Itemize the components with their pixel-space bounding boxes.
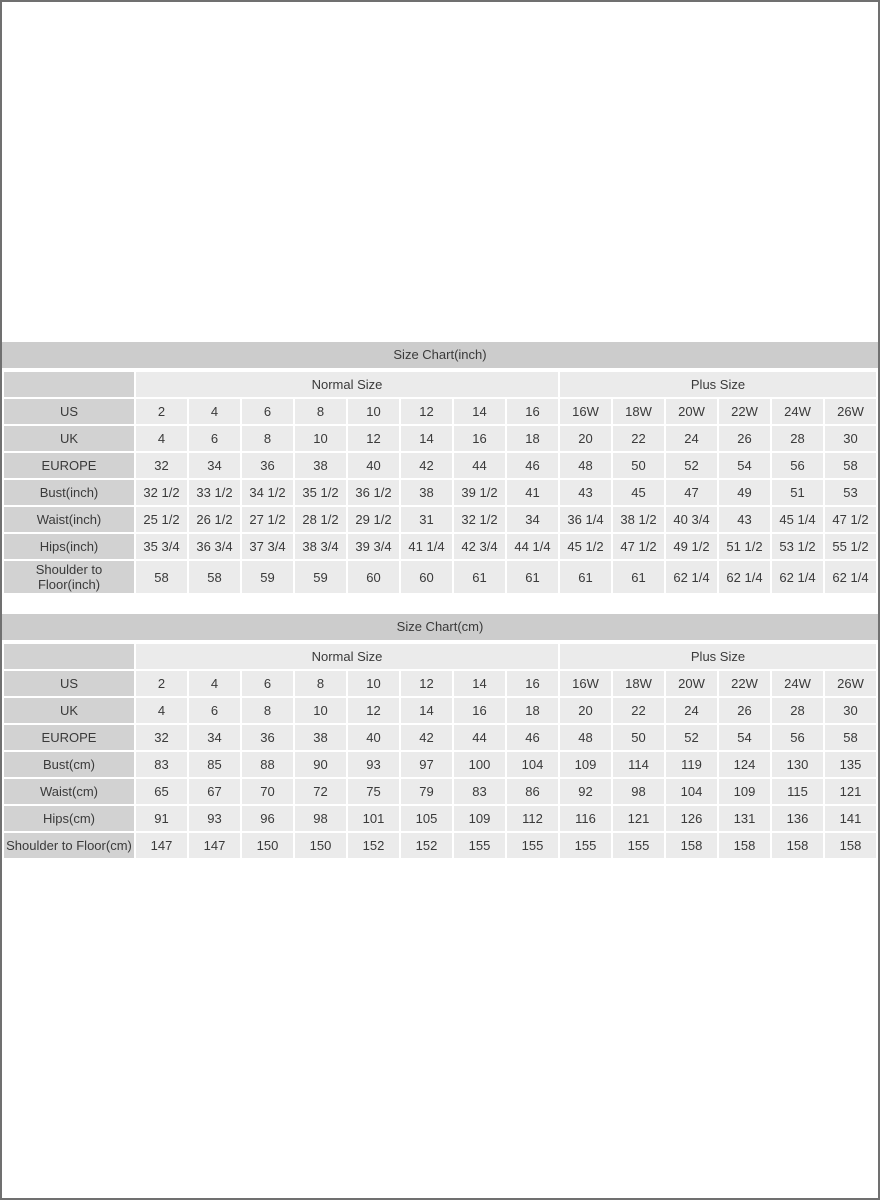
size-value-cell: 32 1/2 xyxy=(454,507,505,532)
size-value-cell: 34 1/2 xyxy=(242,480,293,505)
size-value-cell: 83 xyxy=(454,779,505,804)
size-value-cell: 18W xyxy=(613,671,664,696)
size-value-cell: 104 xyxy=(507,752,558,777)
size-value-cell: 16W xyxy=(560,399,611,424)
size-value-cell: 92 xyxy=(560,779,611,804)
size-value-cell: 22W xyxy=(719,671,770,696)
size-value-cell: 61 xyxy=(560,561,611,593)
size-value-cell: 37 3/4 xyxy=(242,534,293,559)
size-value-cell: 98 xyxy=(295,806,346,831)
size-value-cell: 18W xyxy=(613,399,664,424)
size-value-cell: 34 xyxy=(507,507,558,532)
table-row-uk xyxy=(4,426,876,451)
size-value-cell: 48 xyxy=(560,725,611,750)
size-value-cell: 141 xyxy=(825,806,876,831)
row-label-shoulder-to-floor-inch: Shoulder to Floor(inch) xyxy=(4,561,134,593)
group-header-plus-size: Plus Size xyxy=(560,644,876,669)
size-value-cell: 147 xyxy=(189,833,240,858)
size-value-cell: 22 xyxy=(613,698,664,723)
size-value-cell: 61 xyxy=(507,561,558,593)
size-value-cell: 20W xyxy=(666,399,717,424)
size-value-cell: 45 1/4 xyxy=(772,507,823,532)
group-header-row xyxy=(4,372,876,397)
size-value-cell: 135 xyxy=(825,752,876,777)
size-value-cell: 121 xyxy=(825,779,876,804)
group-header-row xyxy=(4,644,876,669)
size-value-cell: 4 xyxy=(136,426,187,451)
size-value-cell: 6 xyxy=(242,399,293,424)
size-value-cell: 38 xyxy=(295,453,346,478)
size-value-cell: 150 xyxy=(242,833,293,858)
row-label-europe: EUROPE xyxy=(4,453,134,478)
size-value-cell: 32 xyxy=(136,453,187,478)
size-value-cell: 46 xyxy=(507,453,558,478)
size-value-cell: 42 3/4 xyxy=(454,534,505,559)
size-value-cell: 24W xyxy=(772,671,823,696)
row-label-waist-inch: Waist(inch) xyxy=(4,507,134,532)
size-value-cell: 25 1/2 xyxy=(136,507,187,532)
size-value-cell: 105 xyxy=(401,806,452,831)
size-value-cell: 8 xyxy=(295,399,346,424)
size-value-cell: 152 xyxy=(401,833,452,858)
size-value-cell: 18 xyxy=(507,426,558,451)
size-value-cell: 50 xyxy=(613,453,664,478)
size-value-cell: 10 xyxy=(348,399,399,424)
row-label-hips-cm: Hips(cm) xyxy=(4,806,134,831)
size-value-cell: 155 xyxy=(613,833,664,858)
size-value-cell: 79 xyxy=(401,779,452,804)
size-chart-inch-title: Size Chart(inch) xyxy=(2,342,878,368)
size-value-cell: 28 xyxy=(772,426,823,451)
size-chart-cm-title: Size Chart(cm) xyxy=(2,614,878,640)
size-value-cell: 36 1/2 xyxy=(348,480,399,505)
size-value-cell: 158 xyxy=(825,833,876,858)
size-value-cell: 30 xyxy=(825,426,876,451)
size-value-cell: 6 xyxy=(189,698,240,723)
size-value-cell: 16W xyxy=(560,671,611,696)
size-value-cell: 20 xyxy=(560,426,611,451)
size-value-cell: 42 xyxy=(401,725,452,750)
row-label-us: US xyxy=(4,671,134,696)
size-value-cell: 158 xyxy=(666,833,717,858)
size-value-cell: 24 xyxy=(666,426,717,451)
table-row-us xyxy=(4,399,876,424)
size-value-cell: 42 xyxy=(401,453,452,478)
size-value-cell: 26 xyxy=(719,698,770,723)
size-value-cell: 36 xyxy=(242,453,293,478)
size-value-cell: 86 xyxy=(507,779,558,804)
size-value-cell: 29 1/2 xyxy=(348,507,399,532)
size-value-cell: 51 xyxy=(772,480,823,505)
table-row-shoulder-to-floor-cm xyxy=(4,833,876,858)
table-row-europe xyxy=(4,725,876,750)
size-value-cell: 98 xyxy=(613,779,664,804)
size-value-cell: 4 xyxy=(136,698,187,723)
size-value-cell: 50 xyxy=(613,725,664,750)
size-value-cell: 10 xyxy=(348,671,399,696)
size-value-cell: 114 xyxy=(613,752,664,777)
table-row-bust-inch xyxy=(4,480,876,505)
size-value-cell: 26W xyxy=(825,671,876,696)
size-value-cell: 93 xyxy=(189,806,240,831)
size-value-cell: 6 xyxy=(242,671,293,696)
size-value-cell: 43 xyxy=(719,507,770,532)
size-value-cell: 52 xyxy=(666,725,717,750)
group-header-normal-size: Normal Size xyxy=(136,372,558,397)
size-value-cell: 104 xyxy=(666,779,717,804)
size-value-cell: 40 3/4 xyxy=(666,507,717,532)
size-value-cell: 40 xyxy=(348,453,399,478)
size-value-cell: 47 1/2 xyxy=(825,507,876,532)
size-value-cell: 53 1/2 xyxy=(772,534,823,559)
size-value-cell: 116 xyxy=(560,806,611,831)
size-value-cell: 38 1/2 xyxy=(613,507,664,532)
size-value-cell: 35 1/2 xyxy=(295,480,346,505)
table-row-hips-inch xyxy=(4,534,876,559)
size-value-cell: 44 1/4 xyxy=(507,534,558,559)
size-value-cell: 56 xyxy=(772,453,823,478)
size-value-cell: 20 xyxy=(560,698,611,723)
size-value-cell: 75 xyxy=(348,779,399,804)
size-value-cell: 100 xyxy=(454,752,505,777)
size-value-cell: 60 xyxy=(348,561,399,593)
row-label-bust-inch: Bust(inch) xyxy=(4,480,134,505)
size-value-cell: 155 xyxy=(454,833,505,858)
size-value-cell: 38 3/4 xyxy=(295,534,346,559)
size-value-cell: 45 1/2 xyxy=(560,534,611,559)
size-value-cell: 12 xyxy=(401,399,452,424)
size-value-cell: 20W xyxy=(666,671,717,696)
size-value-cell: 121 xyxy=(613,806,664,831)
size-value-cell: 4 xyxy=(189,399,240,424)
size-value-cell: 61 xyxy=(613,561,664,593)
size-value-cell: 10 xyxy=(295,426,346,451)
size-value-cell: 53 xyxy=(825,480,876,505)
size-value-cell: 26 1/2 xyxy=(189,507,240,532)
group-header-plus-size: Plus Size xyxy=(560,372,876,397)
size-value-cell: 119 xyxy=(666,752,717,777)
size-value-cell: 152 xyxy=(348,833,399,858)
size-value-cell: 83 xyxy=(136,752,187,777)
size-value-cell: 61 xyxy=(454,561,505,593)
size-value-cell: 39 3/4 xyxy=(348,534,399,559)
size-value-cell: 97 xyxy=(401,752,452,777)
size-value-cell: 124 xyxy=(719,752,770,777)
size-value-cell: 136 xyxy=(772,806,823,831)
row-label-shoulder-to-floor-cm: Shoulder to Floor(cm) xyxy=(4,833,134,858)
size-value-cell: 27 1/2 xyxy=(242,507,293,532)
table-row-shoulder-to-floor-inch xyxy=(4,561,876,593)
size-value-cell: 44 xyxy=(454,725,505,750)
size-value-cell: 62 1/4 xyxy=(825,561,876,593)
size-value-cell: 38 xyxy=(401,480,452,505)
size-value-cell: 112 xyxy=(507,806,558,831)
size-chart-cm-table xyxy=(2,642,878,860)
table-row-hips-cm xyxy=(4,806,876,831)
size-value-cell: 59 xyxy=(242,561,293,593)
size-value-cell: 28 xyxy=(772,698,823,723)
size-value-cell: 51 1/2 xyxy=(719,534,770,559)
size-value-cell: 55 1/2 xyxy=(825,534,876,559)
size-value-cell: 38 xyxy=(295,725,346,750)
row-label-uk: UK xyxy=(4,426,134,451)
size-value-cell: 34 xyxy=(189,453,240,478)
size-value-cell: 109 xyxy=(454,806,505,831)
size-value-cell: 44 xyxy=(454,453,505,478)
size-chart-inch-table xyxy=(2,370,878,595)
size-value-cell: 58 xyxy=(189,561,240,593)
row-label-us: US xyxy=(4,399,134,424)
table-row-us xyxy=(4,671,876,696)
size-value-cell: 67 xyxy=(189,779,240,804)
size-value-cell: 58 xyxy=(825,725,876,750)
size-value-cell: 56 xyxy=(772,725,823,750)
size-value-cell: 2 xyxy=(136,399,187,424)
size-value-cell: 90 xyxy=(295,752,346,777)
size-value-cell: 45 xyxy=(613,480,664,505)
size-value-cell: 88 xyxy=(242,752,293,777)
size-value-cell: 32 xyxy=(136,725,187,750)
size-value-cell: 49 1/2 xyxy=(666,534,717,559)
size-value-cell: 18 xyxy=(507,698,558,723)
size-chart-inch-block xyxy=(2,342,878,595)
size-value-cell: 10 xyxy=(295,698,346,723)
size-value-cell: 34 xyxy=(189,725,240,750)
size-value-cell: 72 xyxy=(295,779,346,804)
table-row-europe xyxy=(4,453,876,478)
size-value-cell: 14 xyxy=(401,698,452,723)
size-value-cell: 115 xyxy=(772,779,823,804)
size-value-cell: 62 1/4 xyxy=(666,561,717,593)
corner-cell xyxy=(4,644,134,669)
size-value-cell: 26 xyxy=(719,426,770,451)
size-value-cell: 36 1/4 xyxy=(560,507,611,532)
size-value-cell: 54 xyxy=(719,725,770,750)
corner-cell xyxy=(4,372,134,397)
size-value-cell: 58 xyxy=(825,453,876,478)
size-value-cell: 16 xyxy=(507,671,558,696)
size-value-cell: 43 xyxy=(560,480,611,505)
size-value-cell: 150 xyxy=(295,833,346,858)
row-label-uk: UK xyxy=(4,698,134,723)
size-value-cell: 62 1/4 xyxy=(719,561,770,593)
size-value-cell: 41 1/4 xyxy=(401,534,452,559)
size-value-cell: 52 xyxy=(666,453,717,478)
size-value-cell: 109 xyxy=(719,779,770,804)
size-value-cell: 130 xyxy=(772,752,823,777)
table-row-waist-inch xyxy=(4,507,876,532)
size-value-cell: 158 xyxy=(719,833,770,858)
size-value-cell: 12 xyxy=(348,698,399,723)
size-value-cell: 35 3/4 xyxy=(136,534,187,559)
size-value-cell: 54 xyxy=(719,453,770,478)
size-value-cell: 59 xyxy=(295,561,346,593)
row-label-bust-cm: Bust(cm) xyxy=(4,752,134,777)
size-value-cell: 36 3/4 xyxy=(189,534,240,559)
size-value-cell: 6 xyxy=(189,426,240,451)
size-value-cell: 30 xyxy=(825,698,876,723)
size-value-cell: 22 xyxy=(613,426,664,451)
group-header-normal-size: Normal Size xyxy=(136,644,558,669)
size-value-cell: 24W xyxy=(772,399,823,424)
size-value-cell: 32 1/2 xyxy=(136,480,187,505)
size-value-cell: 14 xyxy=(401,426,452,451)
size-value-cell: 158 xyxy=(772,833,823,858)
size-value-cell: 28 1/2 xyxy=(295,507,346,532)
row-label-europe: EUROPE xyxy=(4,725,134,750)
size-value-cell: 58 xyxy=(136,561,187,593)
size-value-cell: 16 xyxy=(454,426,505,451)
size-value-cell: 33 1/2 xyxy=(189,480,240,505)
size-value-cell: 36 xyxy=(242,725,293,750)
size-value-cell: 41 xyxy=(507,480,558,505)
size-value-cell: 39 1/2 xyxy=(454,480,505,505)
size-value-cell: 2 xyxy=(136,671,187,696)
row-label-waist-cm: Waist(cm) xyxy=(4,779,134,804)
size-value-cell: 22W xyxy=(719,399,770,424)
size-value-cell: 14 xyxy=(454,671,505,696)
size-value-cell: 16 xyxy=(454,698,505,723)
size-value-cell: 147 xyxy=(136,833,187,858)
size-value-cell: 47 xyxy=(666,480,717,505)
size-value-cell: 12 xyxy=(348,426,399,451)
size-value-cell: 65 xyxy=(136,779,187,804)
size-chart-cm-block xyxy=(2,614,878,860)
row-label-hips-inch: Hips(inch) xyxy=(4,534,134,559)
size-value-cell: 109 xyxy=(560,752,611,777)
size-value-cell: 46 xyxy=(507,725,558,750)
table-row-uk xyxy=(4,698,876,723)
size-value-cell: 48 xyxy=(560,453,611,478)
size-value-cell: 8 xyxy=(295,671,346,696)
size-value-cell: 40 xyxy=(348,725,399,750)
size-value-cell: 70 xyxy=(242,779,293,804)
size-value-cell: 26W xyxy=(825,399,876,424)
size-value-cell: 31 xyxy=(401,507,452,532)
size-value-cell: 60 xyxy=(401,561,452,593)
size-value-cell: 14 xyxy=(454,399,505,424)
size-value-cell: 155 xyxy=(560,833,611,858)
size-value-cell: 93 xyxy=(348,752,399,777)
size-value-cell: 49 xyxy=(719,480,770,505)
size-value-cell: 85 xyxy=(189,752,240,777)
size-value-cell: 16 xyxy=(507,399,558,424)
size-value-cell: 101 xyxy=(348,806,399,831)
table-row-waist-cm xyxy=(4,779,876,804)
size-value-cell: 12 xyxy=(401,671,452,696)
size-value-cell: 8 xyxy=(242,698,293,723)
size-value-cell: 47 1/2 xyxy=(613,534,664,559)
size-value-cell: 62 1/4 xyxy=(772,561,823,593)
size-value-cell: 4 xyxy=(189,671,240,696)
size-value-cell: 131 xyxy=(719,806,770,831)
size-value-cell: 126 xyxy=(666,806,717,831)
size-value-cell: 96 xyxy=(242,806,293,831)
size-value-cell: 91 xyxy=(136,806,187,831)
size-value-cell: 24 xyxy=(666,698,717,723)
size-value-cell: 8 xyxy=(242,426,293,451)
table-row-bust-cm xyxy=(4,752,876,777)
size-value-cell: 155 xyxy=(507,833,558,858)
